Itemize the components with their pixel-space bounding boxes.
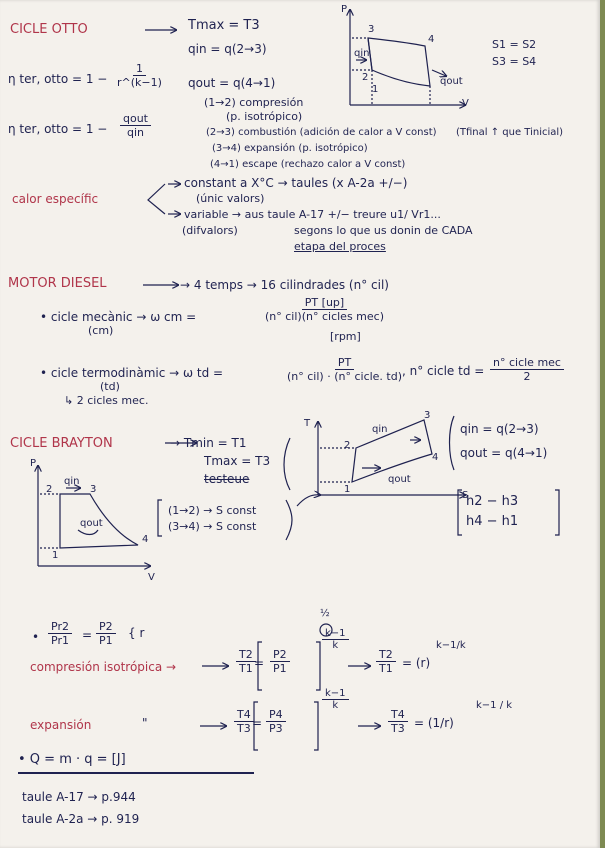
otto-step-12b: (p. isotrópico): [226, 110, 303, 123]
rel-p-frac: [96, 620, 116, 647]
otto-pt-3: 3: [368, 24, 375, 35]
otto-eff2-frac: [120, 112, 151, 139]
otto-axis-p: P: [341, 4, 348, 15]
calor-var: variable → aus taule A-17 +/− treure u1/ Vr1...: [184, 208, 441, 221]
rel-comp-exp: [322, 628, 349, 651]
rel-comp-lhs-den: T1: [239, 662, 253, 675]
otto-eff2-den: qin: [126, 126, 144, 139]
rel-pr-frac: [48, 620, 72, 647]
rel-exp-eq: =: [252, 716, 263, 730]
diesel-rest: → 4 temps → 16 cilindrades (n° cil): [180, 278, 389, 292]
brayton-pv-axis-v: V: [148, 572, 155, 583]
brayton-pv-pt-3: 3: [90, 484, 97, 495]
brayton-pv-pt-1: 1: [52, 550, 59, 561]
otto-axis-v: V: [462, 98, 469, 109]
rel-eq: =: [82, 628, 93, 642]
rel-exp-exp: [322, 688, 349, 711]
diesel-cm-den2: [rpm]: [330, 330, 361, 343]
otto-eff1-frac: [114, 62, 165, 89]
rel-r: { r: [128, 626, 145, 640]
q-formula: • Q = m · q = [J]: [18, 752, 126, 767]
rel-pr-num: Pr2: [48, 620, 72, 634]
diesel-td-ratio: [490, 356, 564, 383]
rel-anno: ½: [320, 608, 330, 619]
brayton-h1: h2 − h3: [466, 494, 519, 509]
rel-p-num: P2: [96, 620, 116, 634]
rel-bullet: •: [32, 630, 40, 644]
rel-exp-rhs-num: T4: [388, 708, 408, 722]
diesel-title: MOTOR DIESEL: [8, 276, 107, 291]
otto-title: CICLE OTTO: [10, 22, 88, 37]
brayton-s12: (1→2) → S const: [168, 504, 257, 517]
brayton-tmax: Tmax = T3: [204, 454, 271, 468]
diesel-td-note: ↳ 2 cicles mec.: [64, 394, 149, 407]
rel-comp-exp-den: k: [332, 640, 339, 651]
calor-label: calor específic: [12, 192, 99, 206]
rel-exp-rhs-den: T3: [391, 722, 405, 735]
otto-eff1-label: η ter, otto = 1 −: [8, 72, 108, 86]
brayton-ts-pt-2: 2: [344, 440, 351, 451]
otto-s-eq2: S3 = S4: [492, 55, 537, 68]
brayton-tmin: → Tmin = T1: [170, 436, 247, 450]
rel-exp-exp-den: k: [332, 700, 339, 711]
calor-var-sub: (difvalors): [182, 224, 238, 237]
rel-comp-mid-den: P1: [273, 662, 287, 675]
rel-comp-rhs-den: T1: [379, 662, 393, 675]
diesel-td-label: • cicle termodinàmic → ω td =: [40, 366, 224, 380]
brayton-pv-qin: qin: [64, 476, 80, 487]
rel-comp-rhs-num: T2: [376, 648, 396, 662]
otto-tfinal: (Tfinal ↑ que Tinicial): [456, 127, 564, 138]
otto-diag-qin: qin: [354, 48, 370, 59]
rel-exp-mid-num: P4: [266, 708, 286, 722]
rel-exp-lhs-den: T3: [237, 722, 251, 735]
diesel-cm-num: PT [up]: [302, 296, 347, 310]
rel-exp-label: expansión: [30, 718, 92, 732]
brayton-title: CICLE BRAYTON: [10, 436, 113, 451]
rel-comp-lhs: [236, 648, 256, 675]
diesel-td-sub: (td): [100, 380, 120, 393]
brayton-ts-pt-1: 1: [344, 484, 351, 495]
otto-tmax: Tmax = T3: [188, 18, 260, 33]
rel-comp-rhs: [376, 648, 396, 675]
rel-exp-mid: [266, 708, 286, 735]
rel-comp-res-exp: k−1/k: [436, 640, 466, 651]
brayton-ts-qout: qout: [388, 474, 411, 485]
brayton-ts-qin: qin: [372, 424, 388, 435]
calor-var-3: etapa del proces: [294, 240, 386, 253]
otto-eff1-den: r^(k−1): [117, 76, 162, 89]
calor-var-2: segons lo que us donin de CADA: [294, 224, 473, 237]
brayton-h2: h4 − h1: [466, 514, 519, 529]
otto-step-12: (1→2) compresión: [204, 96, 304, 109]
diesel-cm-sub: (cm): [88, 324, 114, 337]
otto-step-34: (3→4) expansión (p. isotrópico): [212, 143, 368, 154]
brayton-pv-pt-2: 2: [46, 484, 53, 495]
otto-eff2-num: qout: [120, 112, 151, 126]
brayton-crossed: testeue: [204, 472, 250, 486]
brayton-pv-pt-4: 4: [142, 534, 149, 545]
brayton-pv-axis-p: P: [30, 458, 37, 469]
diesel-cm-label: • cicle mecànic → ω cm =: [40, 310, 197, 324]
rel-ditto: ": [142, 716, 148, 730]
calor-const-sub: (únic valors): [196, 192, 265, 205]
otto-step-23: (2→3) combustión (adición de calor a V const): [206, 127, 437, 138]
otto-qin: qin = q(2→3): [188, 42, 267, 56]
brayton-pv-qout: qout: [80, 518, 103, 529]
otto-eff2-label: η ter, otto = 1 −: [8, 122, 108, 136]
diesel-td-den: (n° cil) · (n° cicle. td): [287, 370, 403, 383]
rel-comp-mid-num: P2: [270, 648, 290, 662]
otto-s-eq1: S1 = S2: [492, 38, 537, 51]
brayton-ts-pt-3: 3: [424, 410, 431, 421]
rel-comp-eq: =: [254, 656, 265, 670]
diesel-cm-frac: [262, 296, 387, 323]
divider: [18, 772, 254, 774]
calor-const: constant a X°C → taules (x A-2a +/−): [184, 176, 408, 190]
otto-step-41: (4→1) escape (rechazo calor a V const): [210, 159, 406, 170]
brayton-s34: (3→4) → S const: [168, 520, 257, 533]
rel-comp-lhs-num: T2: [236, 648, 256, 662]
brayton-qout: qout = q(4→1): [460, 446, 548, 460]
rel-exp-lhs: [234, 708, 254, 735]
otto-pt-4: 4: [428, 34, 435, 45]
rel-comp-res: = (r): [402, 656, 431, 670]
rel-exp-rhs: [388, 708, 408, 735]
rel-comp-exp-num: k−1: [322, 628, 349, 640]
otto-pt-2: 2: [362, 72, 369, 83]
rel-p-den: P1: [99, 634, 113, 647]
diesel-cm-den: (n° cil)(n° cicles mec): [265, 310, 384, 323]
rel-exp-exp-num: k−1: [322, 688, 349, 700]
diesel-td-num: PT: [335, 356, 354, 370]
rel-comp-label: compresión isotrópica →: [30, 660, 177, 674]
rel-comp-mid: [270, 648, 290, 675]
taule-2: taule A-2a → p. 919: [22, 812, 140, 826]
diesel-td-frac: [284, 356, 405, 383]
taule-1: taule A-17 → p.944: [22, 790, 136, 804]
brayton-ts-axis-s: S: [462, 490, 469, 501]
brayton-qin: qin = q(2→3): [460, 422, 539, 436]
brayton-ts-axis-t: T: [304, 418, 311, 429]
otto-eff1-num: 1: [133, 62, 146, 76]
otto-pt-1: 1: [372, 84, 379, 95]
brayton-ts-pt-4: 4: [432, 452, 439, 463]
rel-exp-res: = (1/r): [414, 716, 454, 730]
rel-exp-mid-den: P3: [269, 722, 283, 735]
diesel-td-ratio-den: 2: [523, 370, 531, 383]
rel-pr-den: Pr1: [51, 634, 69, 647]
rel-exp-lhs-num: T4: [234, 708, 254, 722]
otto-diag-qout: qout: [440, 76, 463, 87]
diesel-td-mid: , n° cicle td =: [402, 364, 485, 378]
otto-qout: qout = q(4→1): [188, 76, 276, 90]
rel-exp-res-exp: k−1 / k: [476, 700, 513, 711]
diesel-td-ratio-num: n° cicle mec: [490, 356, 564, 370]
